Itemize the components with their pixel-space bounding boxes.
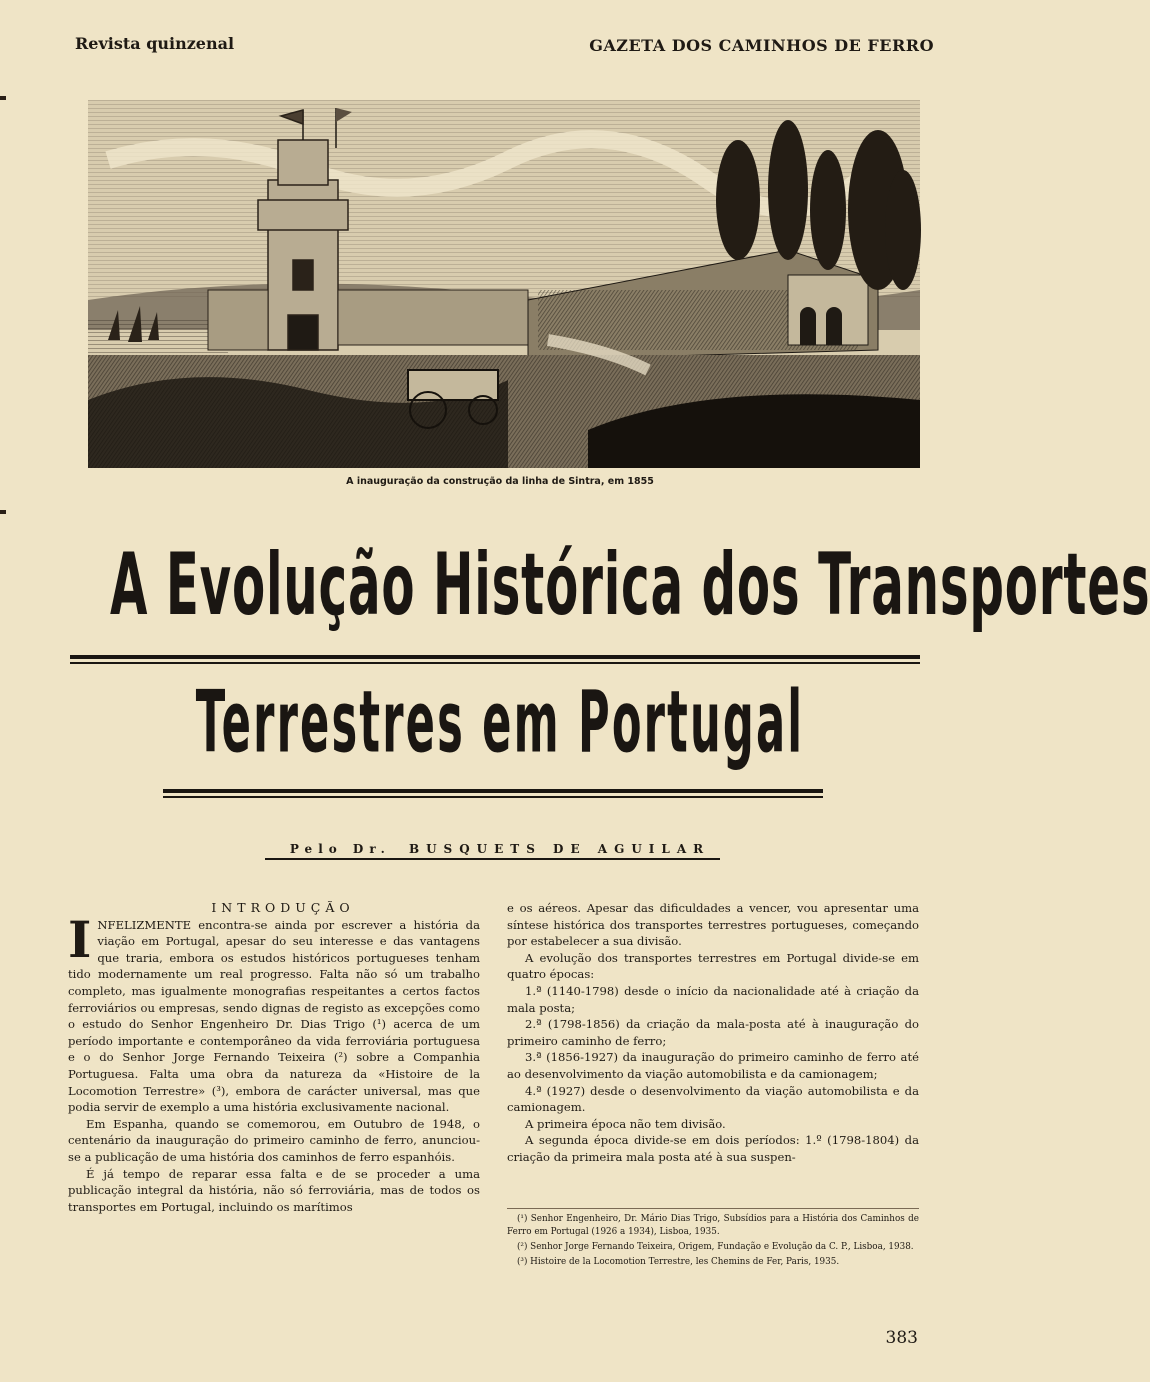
paragraph: 4.ª (1927) desde o desenvolvimento da viação automobilista e da camionagem. <box>507 1083 919 1115</box>
journal-frequency: Revista quinzenal <box>75 34 235 53</box>
byline-rule <box>265 858 720 860</box>
footnote: (²) Senhor Jorge Fernando Teixeira, Origem, Fundação e Evolução da C. P., Lisboa, 1938. <box>517 1242 914 1252</box>
paragraph: 1.ª (1140-1798) desde o início da nacionalidade até à criação da mala posta; <box>507 983 919 1015</box>
engraving-illustration <box>88 100 920 468</box>
section-heading: INTRODUÇÃO <box>211 900 355 915</box>
paragraph: e os aéreos. Apesar das dificuldades a vencer, vou apresentar uma síntese histórica dos transportes terrestres portugueses, começando por estabelecer a sua divisão. <box>507 901 919 949</box>
binding-mark <box>0 96 6 100</box>
drop-cap: I <box>68 909 92 969</box>
paragraph: A primeira época não tem divisão. <box>525 1116 726 1131</box>
article-column-right <box>507 900 919 1166</box>
byline-prefix: Pelo Dr. <box>289 842 391 856</box>
paragraph: Em Espanha, quando se comemorou, em Outubro de 1948, o centenário da inauguração do primeiro caminho de ferro, anunciou-se a publicação de uma história dos caminhos de ferro espanhóis. <box>68 1116 480 1164</box>
paragraph: 3.ª (1856-1927) da inauguração do primeiro caminho de ferro até ao desenvolvimento da viação automobilista e da camionagem; <box>507 1050 919 1081</box>
article-title-line-1: A Evolução Histórica dos Transportes <box>110 534 1150 635</box>
paragraph: A segunda época divide-se em dois períodos: 1.º (1798-1804) da criação da primeira mala posta até à sua suspen- <box>507 1133 919 1164</box>
paragraph: A evolução dos transportes terrestres em Portugal divide-se em quatro épocas: <box>507 950 919 982</box>
footnote: (¹) Senhor Engenheiro, Dr. Mário Dias Trigo, Subsídios para a História dos Caminhos de Ferro em Portugal (1926 a 1934), Lisboa, 1935. <box>507 1214 919 1237</box>
byline <box>0 842 1000 856</box>
article-title-line-2: Terrestres em Portugal <box>195 673 805 773</box>
footnotes <box>507 1208 919 1271</box>
article-column-left <box>68 900 480 1215</box>
paragraph: 2.ª (1798-1856) da criação da mala-posta até à inauguração do primeiro caminho de ferro; <box>507 1017 919 1048</box>
title-rule <box>163 789 823 793</box>
illustration-caption: A inauguração da construção da linha de Sintra, em 1855 <box>346 476 654 487</box>
binding-mark <box>0 510 6 514</box>
title-rule <box>163 796 823 798</box>
paragraph-text: NFELIZMENTE encontra-se ainda por escrever a história da viação em Portugal, apesar do seu interesse e das vantagens que traria, embora os estudos históricos portugueses tenham tido modernamente um real progresso. Falta não só um trabalho completo, mas igualmente monografias respeitantes a certos factos ferroviários ou empresas, sendo dignas de registo as excepções como o estudo do Senhor Engenheiro Dr. Dias Trigo (¹) acerca de um período importante e contemporâneo da vida ferroviária portuguesa e o do Senhor Jorge Fernando Teixeira (²) sobre a Companhia Portuguesa. Falta uma obra da natureza da «Histoire de la Locomotion Terrestre» (³), embora de carácter universal, mas que podia servir de exemplo a uma história exclusivamente nacional. <box>68 917 480 1115</box>
footnote: (³) Histoire de la Locomotion Terrestre, les Chemins de Fer, Paris, 1935. <box>517 1257 840 1267</box>
byline-author: BUSQUETS DE AGUILAR <box>408 842 711 856</box>
page-number: 383 <box>885 1328 918 1348</box>
title-rule <box>70 662 920 664</box>
paragraph <box>68 909 480 1116</box>
journal-title: GAZETA DOS CAMINHOS DE FERRO <box>589 36 934 55</box>
paragraph: É já tempo de reparar essa falta e de se proceder a uma publicação integral da história, não só ferroviária, mas de todos os transportes em Portugal, incluindo os marítimos <box>68 1166 480 1214</box>
title-rule <box>70 655 920 659</box>
